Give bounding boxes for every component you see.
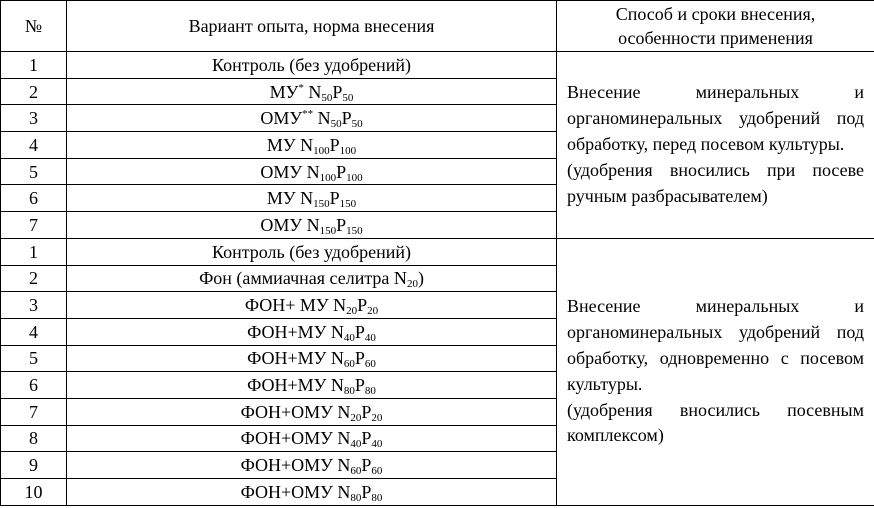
row-number: 10 xyxy=(1,479,67,506)
variant-cell xyxy=(67,265,557,292)
row-number: 4 xyxy=(1,132,67,159)
header-method-line1: Способ и сроки внесения, xyxy=(615,4,816,24)
variant-text-part: P xyxy=(354,375,365,396)
table-body xyxy=(1,52,874,506)
variant-text-part: N xyxy=(313,108,331,129)
variant-text-part: Фон (аммиачная селитра N xyxy=(199,268,407,289)
variant-text-part: 60 xyxy=(350,465,362,478)
variant-text-part: 80 xyxy=(350,491,362,504)
variant-cell xyxy=(67,238,557,265)
variant-text-part: МУ N xyxy=(266,188,314,209)
variant-text-part: МУ xyxy=(269,81,299,102)
variant-text-part: ФОН+ОМУ N xyxy=(240,455,351,476)
variant-text-part: 100 xyxy=(346,171,363,184)
method-description-main: Внесение минеральных и органоминеральных удобрений под обработку, одновременно с посевом культуры. xyxy=(567,296,864,394)
variant-text-part: 80 xyxy=(343,385,355,398)
variant-text-part: 40 xyxy=(343,331,355,344)
variant-text-part: 100 xyxy=(313,144,330,157)
row-number: 6 xyxy=(1,372,67,399)
variant-text-part: 20 xyxy=(406,278,418,291)
variant-cell xyxy=(67,78,557,105)
variant-text-part: 20 xyxy=(350,411,362,424)
variant-text-part: P xyxy=(341,108,352,129)
variant-text-part: Контроль (без удобрений) xyxy=(211,241,412,262)
variant-cell xyxy=(67,398,557,425)
header-method-line2: особенности применения xyxy=(618,28,813,48)
method-description-note: (удобрения вносились посевным комплексом) xyxy=(567,399,864,446)
variant-text-part: 150 xyxy=(319,224,337,237)
variant-text-part: ФОН+МУ N xyxy=(247,321,344,342)
variant-text-part: P xyxy=(329,188,340,209)
variant-text-part: P xyxy=(354,321,365,342)
variant-text-part: P xyxy=(329,134,340,155)
variant-text-part: P xyxy=(332,81,343,102)
row-number: 7 xyxy=(1,212,67,239)
row-number: 3 xyxy=(1,292,67,319)
row-number: 4 xyxy=(1,318,67,345)
row-number: 6 xyxy=(1,185,67,212)
row-number: 1 xyxy=(1,238,67,265)
variant-text-part: ФОН+ОМУ N xyxy=(240,481,351,502)
method-description xyxy=(557,238,874,505)
variant-text-part: 50 xyxy=(351,118,363,131)
row-number: 8 xyxy=(1,425,67,452)
variant-cell xyxy=(67,479,557,506)
variant-text-part: P xyxy=(361,428,372,449)
variant-cell xyxy=(67,185,557,212)
method-description-note: (удобрения вносились при посеве ручным разбрасывателем) xyxy=(567,159,864,206)
row-number: 5 xyxy=(1,345,67,372)
variant-text-part: P xyxy=(361,481,372,502)
header-variant: Вариант опыта, норма внесения xyxy=(67,1,557,52)
variant-text-part: ФОН+ОМУ N xyxy=(240,401,351,422)
variant-cell xyxy=(67,425,557,452)
variant-cell xyxy=(67,105,557,132)
variant-text-part: * xyxy=(298,81,304,94)
variant-cell xyxy=(67,132,557,159)
table-row xyxy=(1,238,874,265)
row-number: 2 xyxy=(1,265,67,292)
variant-text-part: 60 xyxy=(364,358,376,371)
row-number: 3 xyxy=(1,105,67,132)
row-number: 7 xyxy=(1,398,67,425)
variant-text-part: ОМУ N xyxy=(260,161,320,182)
variant-text-part: 150 xyxy=(346,224,363,237)
variant-text-part: 80 xyxy=(371,491,383,504)
variant-cell xyxy=(67,158,557,185)
row-number: 1 xyxy=(1,52,67,79)
variant-cell xyxy=(67,452,557,479)
variant-text-part: P xyxy=(336,161,347,182)
variant-text-part: ОМУ xyxy=(260,108,303,129)
variant-text-part: 100 xyxy=(319,171,337,184)
variant-text-part: 20 xyxy=(346,305,358,318)
header-number: № xyxy=(1,1,67,52)
method-description-main: Внесение минеральных и органоминеральных удобрений под обработку, перед посевом культуры. xyxy=(567,82,864,154)
variant-text-part: 60 xyxy=(371,465,383,478)
variant-text-part: P xyxy=(361,455,372,476)
variant-text-part: P xyxy=(336,214,347,235)
variant-text-part: 50 xyxy=(330,118,342,131)
variant-text-part: 100 xyxy=(339,144,357,157)
variant-text-part: ФОН+МУ N xyxy=(247,348,344,369)
variant-text-part: ФОН+ МУ N xyxy=(244,295,347,316)
variant-text-part: 40 xyxy=(350,438,362,451)
variant-text-part: 40 xyxy=(364,331,376,344)
variant-text-part: МУ N xyxy=(266,134,314,155)
method-description xyxy=(557,52,874,239)
variant-text-part: ) xyxy=(417,268,424,289)
variant-text-part: 150 xyxy=(313,198,330,211)
variant-text-part: ** xyxy=(302,108,314,121)
variant-text-part: 80 xyxy=(364,385,376,398)
variant-text-part: P xyxy=(361,401,372,422)
header-row xyxy=(1,1,874,52)
variant-text-part: ОМУ N xyxy=(260,214,320,235)
variant-cell xyxy=(67,345,557,372)
variant-cell xyxy=(67,52,557,79)
variant-text-part: ФОН+ОМУ N xyxy=(240,428,351,449)
variant-cell xyxy=(67,212,557,239)
variant-text-part: 50 xyxy=(342,91,354,104)
variant-text-part: 60 xyxy=(343,358,355,371)
variant-cell xyxy=(67,372,557,399)
variant-text-part: 150 xyxy=(339,198,357,211)
variant-text-part: ФОН+МУ N xyxy=(247,375,344,396)
row-number: 9 xyxy=(1,452,67,479)
row-number: 2 xyxy=(1,78,67,105)
variant-text-part: 50 xyxy=(321,91,333,104)
variant-text-part: P xyxy=(354,348,365,369)
variant-text-part: Контроль (без удобрений) xyxy=(211,54,412,75)
variant-cell xyxy=(67,292,557,319)
table-row xyxy=(1,52,874,79)
variant-cell xyxy=(67,318,557,345)
variant-text-part: 40 xyxy=(371,438,383,451)
variant-text-part: 20 xyxy=(367,305,379,318)
header-method xyxy=(557,1,874,52)
variant-text-part: N xyxy=(303,81,322,102)
variant-text-part: 20 xyxy=(371,411,383,424)
variant-text-part: P xyxy=(357,295,368,316)
row-number: 5 xyxy=(1,158,67,185)
